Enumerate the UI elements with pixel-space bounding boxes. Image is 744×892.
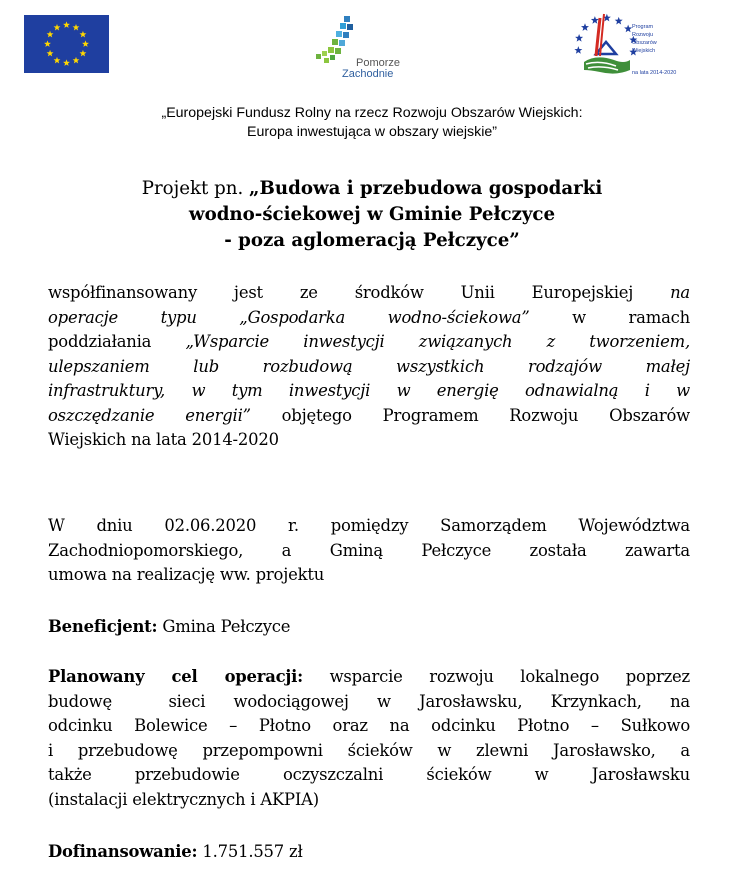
goal-line-1: wsparcie rozwoju lokalnego poprzez: [303, 667, 690, 686]
prow-wiejskich: Wiejskich: [632, 48, 656, 54]
cofin-line-4: ulepszaniem lub rozbudową wszystkich rodzajów małej: [48, 356, 690, 376]
beneficiary-paragraph: [48, 615, 690, 640]
cofin-line-2a: operacje typu „Gospodarka wodno-ściekowa”: [48, 307, 530, 327]
tagline-line-1: „Europejski Fundusz Rolny na rzecz Rozwoju Obszarów Wiejskich:: [161, 105, 583, 121]
goal-line-3: odcinku Bolewice – Płotno oraz na odcinku Płotno – Sułkowo: [48, 716, 690, 735]
goal-line-5: także przebudowie oczyszczalni ścieków w Jarosławsku: [48, 765, 690, 784]
goal-label: Planowany cel operacji:: [48, 667, 304, 686]
agreement-line-1: W dniu 02.06.2020 r. pomiędzy Samorządem Województwa: [48, 516, 690, 535]
tagline-line-2: Europa inwestująca w obszary wiejskie”: [247, 124, 497, 140]
funding-label: Dofinansowanie:: [48, 842, 198, 861]
prow-rozwoju: Rozwoju: [632, 32, 654, 38]
goal-paragraph: [48, 665, 690, 812]
logo-bar: [0, 0, 744, 100]
title-line-2: wodno-ściekowej w Gminie Pełczyce: [188, 204, 556, 225]
goal-line-2: budowę sieci wodociągowej w Jarosławsku, Krzynkach, na: [48, 691, 690, 711]
cofin-line-7: Wiejskich na lata 2014-2020: [48, 430, 279, 449]
prow-obszarow: Obszarów: [632, 40, 657, 46]
prow-star: [574, 46, 582, 54]
goal-line-6: (instalacji elektrycznych i AKPIA): [48, 789, 319, 809]
prow-star: [591, 16, 599, 24]
prow-program: Program: [632, 24, 654, 30]
cofin-line-3b: „Wsparcie inwestycji związanych z tworzeniem,: [185, 332, 690, 351]
prow-logo: [566, 10, 696, 82]
cofinancing-paragraph: [48, 281, 690, 453]
title-line-3: - poza aglomeracją Pełczyce”: [224, 230, 520, 251]
goal-line-4: i przebudowę przepompowni ścieków w zlewni Jarosławsko, a: [48, 740, 690, 760]
title-line-1: „Budowa i przebudowa gospodarki: [249, 178, 603, 199]
cofin-line-6b: objętego Programem Rozwoju Obszarów: [250, 405, 690, 425]
agreement-line-2: Zachodniopomorskiego, a Gminą Pełczyce została zawarta: [48, 540, 690, 560]
pomorze-zachodnie-logo: [308, 14, 418, 80]
beneficiary-value: Gmina Pełczyce: [157, 617, 291, 636]
funding-value: 1.751.557 zł: [197, 842, 303, 861]
eu-flag-logo: [24, 15, 109, 73]
beneficiary-label: Beneficjent:: [48, 617, 158, 636]
title-prefix: Projekt pn.: [141, 178, 250, 199]
pomorze-text: Pomorze: [356, 57, 401, 69]
prow-years: na lata 2014-2020: [632, 70, 677, 76]
prow-star: [624, 25, 632, 33]
prow-star: [615, 17, 623, 25]
cofin-line-1a: współfinansowany jest ze środków Unii Europejskiej: [48, 283, 671, 302]
cofin-line-3a: poddziałania: [48, 332, 186, 351]
prow-star: [581, 23, 589, 31]
cofin-line-2b: w ramach: [529, 307, 690, 327]
project-title: [40, 176, 704, 254]
program-tagline: [60, 104, 684, 142]
agreement-line-3: umowa na realizację ww. projektu: [48, 565, 325, 584]
funding-paragraph: [48, 840, 690, 865]
zachodnie-text: Zachodnie: [342, 68, 394, 80]
prow-star: [575, 34, 583, 42]
cofin-line-5: infrastruktury, w tym inwestycji w energię odnawialną i w: [48, 381, 690, 400]
cofin-line-6a: oszczędzanie energii”: [48, 405, 251, 425]
agreement-paragraph: [48, 514, 690, 588]
cofin-line-1b: na: [670, 283, 690, 302]
